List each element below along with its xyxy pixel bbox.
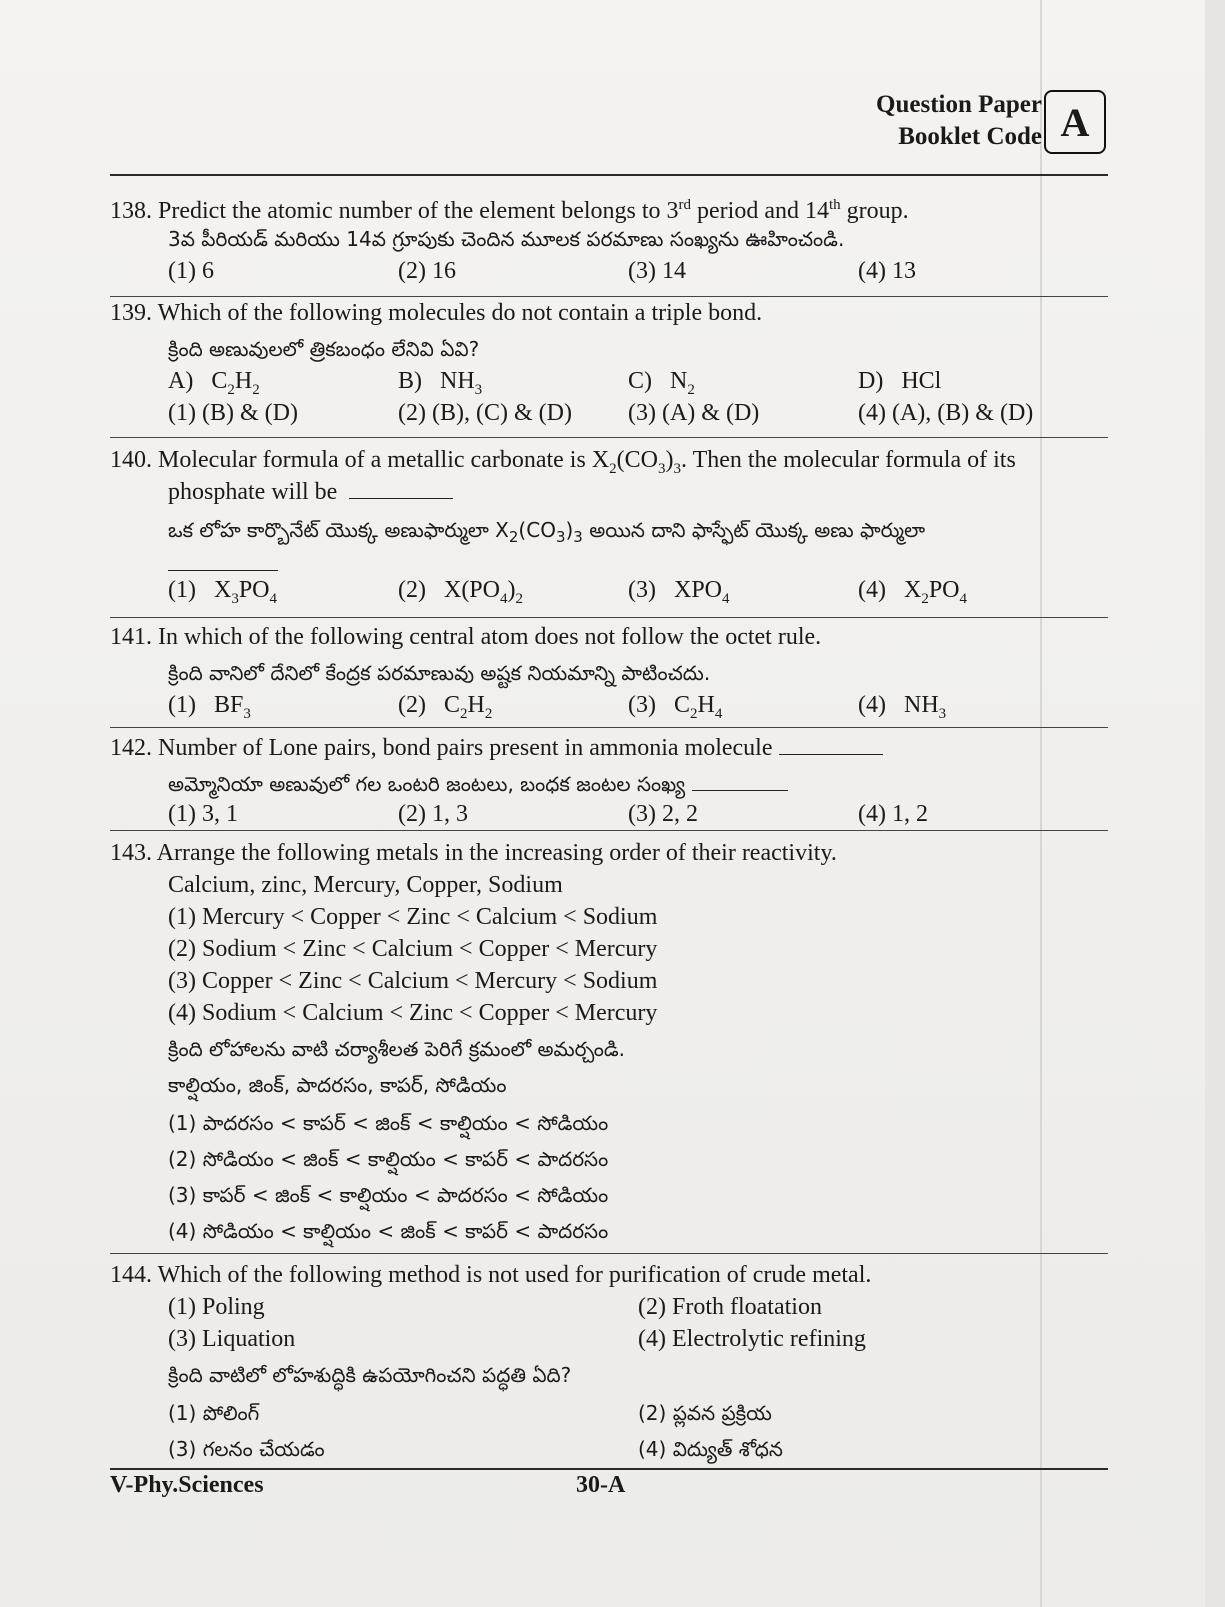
page-fold-shadow — [1040, 0, 1042, 1607]
question-text-en: 141. In which of the following central atom does not follow the octet rule. — [110, 624, 822, 650]
option-3-te: (3) కాపర్ < జింక్ < కాల్షియం < పాదరసం < సోడియం — [168, 1183, 609, 1207]
item-a: A) $C_2H_2$ — [168, 368, 260, 398]
option-1-en: (1) Mercury < Copper < Zinc < Calcium < Sodium — [168, 904, 658, 930]
option-2-en: (2) Sodium < Zinc < Calcium < Copper < Mercury — [168, 936, 658, 962]
metal-list-en: Calcium, zinc, Mercury, Copper, Sodium — [168, 872, 563, 898]
metal-list-te: కాల్షియం, జింక్, పాదరసం, కాపర్, సోడియం — [168, 1073, 507, 1097]
booklet-code-block — [852, 86, 1114, 156]
option-1: (1) 3, 1 — [168, 801, 238, 827]
option-1-te: (1) పాదరసం < కాపర్ < జింక్ < కాల్షియం < సోడియం — [168, 1111, 609, 1135]
option-1-en: (1) Poling — [168, 1294, 265, 1320]
option-4: (4) 13 — [858, 258, 916, 284]
divider — [110, 437, 1108, 438]
option-2-en: (2) Froth floatation — [638, 1294, 822, 1320]
option-3: (3) 14 — [628, 258, 686, 284]
divider — [110, 1253, 1108, 1254]
footer-divider — [110, 1468, 1108, 1470]
option-1: (1) $BF_3$ — [168, 692, 251, 722]
option-2-te: (2) సోడియం < జింక్ < కాల్షియం < కాపర్ < పాదరసం — [168, 1147, 609, 1171]
question-text-te: ఒక లోహ కార్బొనేట్ యొక్క అణుఫార్ములా $X_2(CO_3)_3$ అయిన దాని ఫాస్ఫేట్ యొక్క అణు ఫార్ములా — [168, 518, 926, 546]
question-text-en: 139. Which of the following molecules do not contain a triple bond. — [110, 300, 763, 326]
option-2: (2) (B), (C) & (D) — [398, 400, 572, 426]
option-3-en: (3) Liquation — [168, 1326, 296, 1352]
booklet-code-box: A — [1044, 90, 1106, 154]
divider — [110, 830, 1108, 831]
question-text-te: అమ్మోనియా అణువులో గల ఒంటరి జంటలు, బంధక జంటల సంఖ్య — [168, 769, 788, 799]
question-text-en: 140. Molecular formula of a metallic carbonate is $X_2(CO_3)_3$. Then the molecular formula of its — [110, 447, 1016, 477]
question-text-en: 144. Which of the following method is not used for purification of crude metal. — [110, 1262, 872, 1288]
divider — [110, 174, 1108, 176]
option-1: (1) (B) & (D) — [168, 400, 298, 426]
question-text-te: క్రింది అణువులలో త్రికబంధం లేనివి ఏవి? — [168, 337, 480, 361]
question-text-te: క్రింది వానిలో దేనిలో కేంద్రక పరమాణువు అష్టక నియమాన్ని పాటించదు. — [168, 661, 711, 685]
question-text-te: క్రింది వాటిలో లోహశుద్ధికి ఉపయోగించని పద్ధతి ఏది? — [168, 1363, 572, 1387]
question-text-en: 142. Number of Lone pairs, bond pairs present in ammonia molecule — [110, 733, 883, 763]
booklet-label-line2: Booklet Code — [898, 123, 1042, 150]
answer-blank — [349, 478, 453, 499]
option-3-en: (3) Copper < Zinc < Calcium < Mercury < Sodium — [168, 968, 658, 994]
question-text-te: క్రింది లోహాలను వాటి చర్యాశీలత పెరిగే క్రమంలో అమర్చండి. — [168, 1037, 626, 1061]
torn-edge — [1205, 0, 1225, 1607]
option-1: (1) $X_3PO_4$ — [168, 577, 278, 607]
option-2: (2) 1, 3 — [398, 801, 468, 827]
answer-blank — [779, 734, 883, 755]
option-3-te: (3) గలనం చేయడం — [168, 1437, 325, 1461]
answer-blank — [692, 770, 788, 791]
option-3: (3) $XPO_4$ — [628, 577, 730, 607]
item-b: B) $NH_3$ — [398, 368, 483, 398]
option-4: (4) 1, 2 — [858, 801, 928, 827]
divider — [110, 296, 1108, 297]
option-1: (1) 6 — [168, 258, 214, 284]
option-2: (2) $C_2H_2$ — [398, 692, 493, 722]
footer-subject: V-Phy.Sciences — [110, 1472, 264, 1498]
option-2: (2) $X(PO_4)_2$ — [398, 577, 523, 607]
question-text-en: 143. Arrange the following metals in the increasing order of their reactivity. — [110, 840, 837, 866]
option-4-te: (4) సోడియం < కాల్షియం < జింక్ < కాపర్ < పాదరసం — [168, 1219, 609, 1243]
question-text-te: 3వ పీరియడ్ మరియు 14వ గ్రూపుకు చెందిన మూలక పరమాణు సంఖ్యను ఊహించండి. — [168, 227, 845, 251]
booklet-label-line1: Question Paper — [876, 91, 1042, 118]
option-3: (3) $C_2H_4$ — [628, 692, 723, 722]
divider — [110, 617, 1108, 618]
option-2-te: (2) ప్లవన ప్రక్రియ — [638, 1401, 772, 1425]
item-c: C) $N_2$ — [628, 368, 695, 398]
question-text-en: 138. Predict the atomic number of the element belongs to 3rd period and 14th group. — [110, 197, 909, 224]
option-4: (4) (A), (B) & (D) — [858, 400, 1034, 426]
question-text-en-line2: phosphate will be — [168, 477, 453, 507]
option-2: (2) 16 — [398, 258, 456, 284]
footer-page-number: 30-A — [576, 1472, 626, 1498]
option-3: (3) (A) & (D) — [628, 400, 760, 426]
item-d: D) HCl — [858, 368, 942, 394]
option-4-en: (4) Sodium < Calcium < Zinc < Copper < Mercury — [168, 1000, 658, 1026]
option-4-te: (4) విద్యుత్ శోధన — [638, 1437, 783, 1461]
option-4: (4) $NH_3$ — [858, 692, 947, 722]
divider — [110, 727, 1108, 728]
option-4: (4) $X_2PO_4$ — [858, 577, 968, 607]
option-4-en: (4) Electrolytic refining — [638, 1326, 866, 1352]
option-1-te: (1) పోలింగ్ — [168, 1401, 260, 1425]
option-3: (3) 2, 2 — [628, 801, 698, 827]
